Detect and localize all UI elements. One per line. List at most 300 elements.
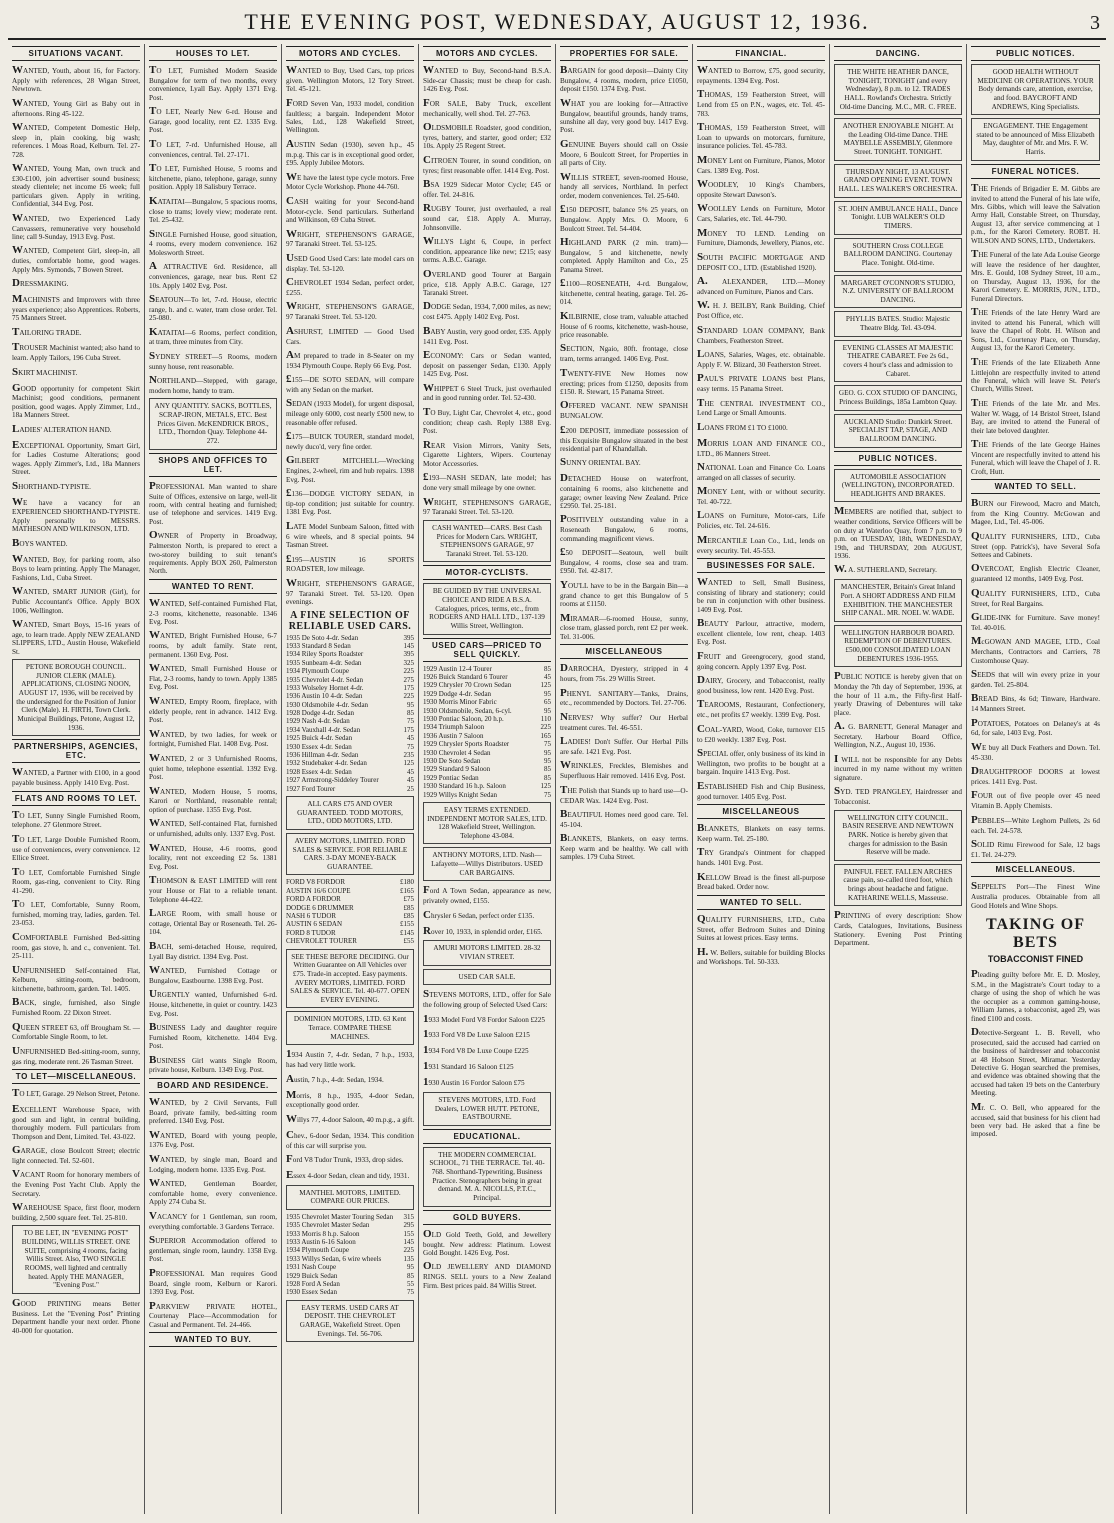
section-heading: FUNERAL NOTICES. bbox=[971, 164, 1100, 179]
classified-ad: MONEY Lent on Furniture, Pianos, Motor Cars. 1389 Evg. Post. bbox=[697, 153, 825, 175]
classified-ad: Chev., 6-door Sedan, 1934. This condition of this car will surprise you. bbox=[286, 1128, 414, 1150]
price-list-price: 45 bbox=[407, 767, 414, 776]
classified-ad: WANTED, Young Man, own truck and £30-£100, join advertiser sound business; steady clientele; net income £6 week; full particulars given. Apply in writing, Confidential, 344 Evg. Post. bbox=[12, 162, 140, 209]
section-heading: MOTOR-CYCLISTS. bbox=[423, 565, 551, 580]
classified-ad: UNFURNISHED Self-contained Flat, Kelburn, sitting-room, bedroom, kitchenette, bathroom, garden. Tel. 1405. bbox=[12, 963, 140, 993]
display-advertisement: BE GUIDED BY THE UNIVERSAL CHOICE AND RIDE A B.S.A. Catalogues, prices, terms, etc., from RODGERS AND HALL LTD., 137-139 Willis Street, Wellington. bbox=[423, 583, 551, 634]
price-list-item: 1930 Essex 4-dr. Sedan bbox=[286, 742, 352, 751]
classified-ad: DARROCHA, Dyestery, stripped in 4 hours, from 75s. 29 Willis Street. bbox=[560, 662, 688, 684]
section-heading: DANCING. bbox=[834, 46, 962, 61]
display-advertisement: ANY QUANTITY. SACKS, BOTTLES, SCRAP-IRON, METALS, ETC. Best Prices Given. McKENDRICK BROS., LTD., Thorndon Quay. Telephone 44-272. bbox=[149, 398, 277, 449]
price-list-item: 1933 Wolseley Hornet 4-dr. bbox=[286, 683, 364, 692]
classified-ad: TEAROOMS, Restaurant, Confectionery, etc., net profits £7 weekly. 1399 Evg. Post. bbox=[697, 698, 825, 720]
classified-ad: WE have a vacancy for an EXPERIENCED SHORTHAND-TYPISTE. Apply personally to MESSRS. MATHESON AND WILKINSON, LTD. bbox=[12, 495, 140, 534]
price-list bbox=[286, 878, 414, 945]
price-list-row bbox=[423, 782, 551, 790]
classified-ad: WHIPPET 6 Steel Truck, just overhauled and in good running order. Tel. 52-430. bbox=[423, 381, 551, 403]
price-list-item: 1935 Chevrolet Master Touring Sedan bbox=[286, 1212, 394, 1221]
classified-ad: GOOD PRINTING means Better Business. Let the "Evening Post" Printing Department handle your next order. Phone 40-000 for quotation. bbox=[12, 1296, 140, 1335]
price-list-row bbox=[423, 732, 551, 740]
price-list-price: 75 bbox=[407, 717, 414, 726]
classified-ad: PAUL'S PRIVATE LOANS best Plans, easy terms. 15 Panama Street. bbox=[697, 372, 825, 394]
price-list-row bbox=[286, 1246, 414, 1254]
price-list-row bbox=[286, 751, 414, 759]
price-list-row bbox=[286, 634, 414, 642]
classified-ad: WANTED to Sell, Small Business, consisting of library and stationery; could be run in conjunction with other business. 1409 Evg. Post. bbox=[697, 576, 825, 614]
section-heading: MOTORS AND CYCLES. bbox=[286, 46, 414, 61]
classified-ad: BEAUTY Parlour, attractive, modern, excellent clientele, low rent, cheap. 1403 Evg. Post. bbox=[697, 617, 825, 647]
price-list-price: 315 bbox=[403, 1212, 414, 1221]
price-list-row bbox=[423, 791, 551, 799]
classified-ad: TROUSER Machinist wanted; also hand to learn. Apply Tailors, 196 Cuba Street. bbox=[12, 341, 140, 363]
classified-ad: WOODLEY, 10 King's Chambers, opposite Stewart Dawson's. bbox=[697, 177, 825, 199]
price-list-row bbox=[286, 785, 414, 793]
classified-ad: LOANS on Furniture, Motor-cars, Life Policies, etc. Tel. 24-616. bbox=[697, 509, 825, 531]
classified-ad: TO LET, Comfortable, Sunny Room, furnished, morning tray, ladies, garden. Tel. 23-053. bbox=[12, 898, 140, 928]
price-list-item: 1934 Plymouth Coupe bbox=[286, 667, 350, 676]
classified-ad: LARGE Room, with small house or cottage, Oriental Bay or Roseneath. Tel. 26-104. bbox=[149, 906, 277, 937]
classified-ad: WANTED, two Experienced Lady Canvassers, remunerative very household line; call 9-Sunday, 1913 Evg. Post. bbox=[12, 211, 140, 241]
classified-ad: SKIRT MACHINIST. bbox=[12, 365, 78, 378]
price-list-row bbox=[286, 768, 414, 776]
classified-ad: £193—NASH SEDAN, late model; has done very small mileage by one owner. bbox=[423, 471, 551, 493]
display-advertisement: USED CAR SALE. bbox=[423, 969, 551, 986]
price-list-price: 65 bbox=[544, 698, 551, 707]
page-number: 3 bbox=[1090, 12, 1100, 34]
price-list-row bbox=[423, 723, 551, 731]
classified-ad: 1934 Austin 7, 4-dr. Sedan, 7 h.p., 1933, has had very little work. bbox=[286, 1048, 414, 1070]
classified-ad: SUNNY ORIENTAL BAY. bbox=[560, 456, 641, 469]
price-list-item: 1927 Ford Tourer bbox=[286, 784, 336, 793]
classified-ad: WANTED, a Partner with £100, in a good payable business. Apply 1410 Evg. Post. bbox=[12, 766, 140, 788]
display-advertisement: EASY TERMS. USED CARS AT DEPOSIT. THE CHEVROLET GARAGE, Wakefield Street. Open Evenings. Tel. 56-706. bbox=[286, 1300, 414, 1343]
classified-ad: MONEY TO LEND. Lending on Furniture, Diamonds, Jewellery, Pianos, etc. bbox=[697, 226, 825, 248]
masthead-title: THE EVENING POST, WEDNESDAY, AUGUST 12, 1936. bbox=[244, 9, 870, 34]
display-advertisement: ANTHONY MOTORS, LTD. Nash—Lafayette—Willys Distributors. USED CAR BARGAINS. bbox=[423, 847, 551, 881]
classified-ad: DAIRY, Grocery, and Tobacconist, really good business, low rent. 1420 Evg. Post. bbox=[697, 674, 825, 696]
price-list-price: 95 bbox=[407, 700, 414, 709]
price-list-price: 145 bbox=[403, 641, 414, 650]
price-list-row bbox=[423, 690, 551, 698]
price-list-item: FORD A FORDOR bbox=[286, 895, 341, 904]
classified-ad: SOLID Rimu Firewood for Sale, 12 bags £1. Tel. 24-279. bbox=[971, 837, 1100, 859]
price-list-price: 395 bbox=[403, 650, 414, 659]
classified-ad: WANTED, Board with young people, 1376 Evg. Post. bbox=[149, 1128, 277, 1150]
classified-ad: THE Friends of Brigadier E. M. Gibbs are invited to attend the Funeral of his late wife, Mrs. Gibbs, which will leave the Salvation Army Hall, Constable Street, on Thursday, August 13, after service commencing at 1 p.m., for the Karori Cemetery. ROBT. H. WILSON AND SONS, LTD., Undertakers. bbox=[971, 181, 1100, 245]
classified-ad: GARAGE, close Boulcott Street; electric light connected. Tel. 52-601. bbox=[12, 1144, 140, 1165]
price-list-item: 1929 Dodge 4-dr. Sedan bbox=[423, 689, 492, 698]
classified-ad: EXCELLENT Warehouse Space, with good sun and light, in central building, thoroughly modern. Full particulars from Thompson and Dent, Limited. Tel. 43-022. bbox=[12, 1103, 140, 1141]
display-advertisement: AVERY MOTORS, LIMITED. FORD SALES & SERVICE. FOR RELIABLE CARS. 3-DAY MONEY-BACK GUARANTEE. bbox=[286, 833, 414, 876]
price-list-price: 25 bbox=[407, 784, 414, 793]
price-list-price: 55 bbox=[407, 1280, 414, 1289]
classified-ad: NERVES? Why suffer? Our Herbal treatment cures. Tel. 46-551. bbox=[560, 710, 688, 732]
classified-ad: MIRAMAR—6-roomed House, sunny, close tram, glassed porch, rent £2 per week. Tel. 31-006. bbox=[560, 611, 688, 641]
classified-ad: SHORTHAND-TYPISTE. bbox=[12, 479, 91, 492]
price-list-row bbox=[286, 920, 414, 928]
classified-ad: SECTION, Ngaio, 80ft. frontage, close tram, terms arranged. 1406 Evg. Post. bbox=[560, 342, 688, 364]
price-list-row bbox=[286, 734, 414, 742]
price-list-price: 75 bbox=[544, 740, 551, 749]
section-heading: MISCELLANEOUS. bbox=[971, 862, 1100, 877]
price-list-item: 1929 Willys Knight Sedan bbox=[423, 790, 498, 799]
price-list-price: 75 bbox=[544, 790, 551, 799]
price-list-row bbox=[423, 749, 551, 757]
classified-ad: OLD JEWELLERY AND DIAMOND RINGS. SELL yours to a New Zealand Firm. Best prices paid. 84 Willis Street. bbox=[423, 1260, 551, 1290]
price-list-item: 1934 Plymouth Coupe bbox=[286, 1246, 350, 1255]
news-paragraph: Detective-Sergeant L. B. Revell, who prosecuted, said the accused had carried on the business of hairdresser and tobacconist at 48 Hobson Street, Miramar. Yesterday Detective G. Hogan searched the premises, and evidence was obtained showing that the accused had taken 19 bets on the Canterbury Meeting. bbox=[971, 1025, 1100, 1098]
display-advertisement: AMURI MOTORS LIMITED. 28-32 VIVIAN STREET. bbox=[423, 940, 551, 965]
price-list-item: 1933 Austin 6-16 Saloon bbox=[286, 1238, 356, 1247]
price-list-price: £155 bbox=[400, 920, 414, 929]
classified-ad: WANTED, Young Girl as Baby out in afternoons. Ring 45-122. bbox=[12, 96, 140, 118]
price-list-price: 85 bbox=[407, 709, 414, 718]
classified-ad: QUALITY FURNISHERS, LTD., Cuba Street, offer Bedroom Suites and Dining Suites at lowest prices. Easy terms. bbox=[697, 912, 825, 943]
classified-ad: £175—BUICK TOURER, standard model, newly duco'd, very fine order. bbox=[286, 430, 414, 452]
price-list-price: £85 bbox=[403, 912, 414, 921]
classified-ad: WANTED, Empty Room, fireplace, with elderly people, rent in advance. 1412 Evg. Post. bbox=[149, 694, 277, 725]
section-heading: FLATS AND ROOMS TO LET. bbox=[12, 791, 140, 806]
section-heading: GOLD BUYERS. bbox=[423, 1210, 551, 1225]
classified-ad: Austin, 7 h.p., 4-dr. Sedan, 1934. bbox=[286, 1072, 384, 1085]
classified-ad: BACK, single, furnished, also Single Furnished Room. 22 Dixon Street. bbox=[12, 996, 140, 1018]
classified-ad: QUALITY FURNISHERS, LTD., Cuba Street, for Real Bargains. bbox=[971, 586, 1100, 608]
classified-ad: Essex 4-door Sedan, clean and tidy, 1931. bbox=[286, 1168, 410, 1181]
price-list-row bbox=[423, 698, 551, 706]
price-list-item: 1928 Dodge 4-dr. Sedan bbox=[286, 709, 355, 718]
price-list-item: 1929 Austin 12-4 Tourer bbox=[423, 664, 492, 673]
price-list-price: 85 bbox=[544, 773, 551, 782]
price-list-row bbox=[286, 1221, 414, 1229]
classified-ad: STANDARD LOAN COMPANY, Bank Chambers, Featherston Street. bbox=[697, 323, 825, 345]
classified-ad: LOANS FROM £1 TO £1000. bbox=[697, 420, 788, 433]
price-list-item: 1927 Armstrong-Siddeley Tourer bbox=[286, 776, 379, 785]
classified-ad: HIGHLAND PARK (2 min. tram)—Bungalow, 5 and kitchenette, newly completed. Apply Hamilton and Co., 25 Panama Street. bbox=[560, 235, 688, 274]
classified-ad: £150 DEPOSIT, balance 5% 25 years, on Bungalow. Apply Mrs. O. Moore, 6 Boulcott Street. Tel. 54-404. bbox=[560, 203, 688, 233]
display-advertisement: THURSDAY NIGHT, 13 AUGUST. GRAND OPENING EVENT. TOWN HALL. LES WALKER'S ORCHESTRA. bbox=[834, 164, 962, 198]
classified-ad: WANTED, Furnished Cottage or Bungalow, Eastbourne. 1398 Evg. Post. bbox=[149, 963, 277, 985]
classified-ad: WANTED to Buy, Used Cars, top prices given. Wellington Motors, 12 Tory Street. Tel. 45-121. bbox=[286, 64, 414, 94]
classified-ad: SINGLE Furnished House, good situation, 4 rooms, every modern convenience. 162 Molesworth Street. bbox=[149, 227, 277, 257]
price-list-row bbox=[286, 1238, 414, 1246]
classified-ad: WANTED, House, 4-6 rooms, good locality, rent not exceeding £2 5s. 1381 Evg. Post. bbox=[149, 841, 277, 871]
price-list-price: 135 bbox=[403, 1254, 414, 1263]
classified-ad: QUALITY FURNISHERS, LTD., Cuba Street (opp. Patrick's), have Several Sofa Settees and Cabinets. bbox=[971, 529, 1100, 560]
news-paragraph: Pleading guilty before Mr. E. D. Mosley, S.M., in the Magistrate's Court today to a charge of using the shop of which he was the occupier as a common gaming-house, William James, a tobacconist, aged 29, was fined £100 and costs. bbox=[971, 967, 1100, 1023]
classified-ad: LADIES! Don't Suffer. Our Herbal Pills are safe. 1421 Evg. Post. bbox=[560, 735, 688, 756]
classified-ad: Rover 10, 1933, in splendid order, £165. bbox=[423, 924, 543, 937]
display-advertisement: SOUTHERN Cross COLLEGE BALLROOM DANCING. Courtenay Place. Tonight. Old-time. bbox=[834, 238, 962, 272]
classified-ad: GENUINE Buyers should call on Ossie Moore, 6 Boulcott Street, for Properties in all parts of City. bbox=[560, 137, 688, 168]
price-list-price: 95 bbox=[407, 1263, 414, 1272]
classified-ad: TO LET, Nearly New 6-rd. House and Garage, good locality, rent £2. 1335 Evg. Post. bbox=[149, 105, 277, 135]
classified-ad: £136—DODGE VICTORY SEDAN, in tip-top condition; just suitable for country. 1381 Evg. Post. bbox=[286, 487, 414, 517]
classified-ad: PEBBLES—White Leghorn Pullets, 2s 6d each. Tel. 24-578. bbox=[971, 813, 1100, 835]
price-list-price: 295 bbox=[403, 1221, 414, 1230]
classified-ad: 1930 Austin 16 Fordor Saloon £75 bbox=[423, 1076, 525, 1089]
column-properties-for-sale bbox=[556, 44, 693, 1514]
classified-ad: ESTABLISHED Fish and Chip Business, good turnover. 1405 Evg. Post. bbox=[697, 779, 825, 801]
price-list-item: 1925 Buick 4-dr. Sedan bbox=[286, 734, 353, 743]
price-list-price: £165 bbox=[400, 886, 414, 895]
classified-ad: THE Friends of the late Elizabeth Anne Littlejohn are respectfully invited to attend the Funeral, which will leave St. Peter's Church, Willis Street. bbox=[971, 355, 1100, 394]
price-list-item: AUSTIN 6 SEDAN bbox=[286, 920, 342, 929]
classified-ad: WRIGHT, STEPHENSON'S GARAGE, 97 Taranaki Street. Tel. 53-120. bbox=[423, 495, 551, 517]
classified-ad: PUBLIC NOTICE is hereby given that on Monday the 7th day of September, 1936, at the hour of 11 a.m., the Fifty-first Half-yearly Drawing of Debentures will take place. bbox=[834, 670, 962, 717]
classified-ad: 1933 Ford V8 De Luxe Saloon £215 bbox=[423, 1028, 530, 1041]
price-list-item: 1933 Willys Sedan, 6 wire wheels bbox=[286, 1254, 382, 1263]
classified-ad: WRIGHT, STEPHENSON'S GARAGE, 97 Taranaki Street. Tel. 53-120. bbox=[286, 300, 414, 322]
price-list-row bbox=[286, 1288, 414, 1296]
classified-ad: PARKVIEW PRIVATE HOTEL, Courtenay Place—Accommodation for Casual and Permanent. Tel. 24-466. bbox=[149, 1299, 277, 1329]
news-subheading: TOBACCONIST FINED bbox=[987, 953, 1084, 964]
price-list-price: 155 bbox=[403, 1229, 414, 1238]
classified-ad: UNFURNISHED Bed-sitting-room, sunny, gas ring, moderate rent. 26 Tasman Street. bbox=[12, 1044, 140, 1066]
classified-ad: BOYS WANTED. bbox=[12, 536, 68, 549]
classified-ad: THOMAS, 159 Featherston Street, will Loan to upwards on motorcars, furniture, insurance policies. Tel. 45-783. bbox=[697, 120, 825, 151]
price-list-row bbox=[286, 895, 414, 903]
classified-ad: I WILL not be responsible for any Debts incurred in my name without my written signature. bbox=[834, 752, 962, 782]
section-heading: TO LET—MISCELLANEOUS. bbox=[12, 1069, 140, 1084]
classified-ad: THE Friends of the late Mr. and Mrs. Walter W. Wagg, of 14 Bristol Street, Island Bay, are invited to attend the Funeral of their late beloved daughter. bbox=[971, 396, 1100, 435]
price-list-price: 45 bbox=[407, 734, 414, 743]
classified-ad: THOMAS, 159 Featherston Street, will Lend from £5 on P.N., wages, etc. Tel. 45-783. bbox=[697, 88, 825, 118]
classified-ad: Ford V8 Tudor Trunk, 1933, drop sides. bbox=[286, 1152, 404, 1165]
classified-ad: OVERLAND good Tourer at Bargain price, £18. Apply A.B.C. Garage, 127 Taranaki Street. bbox=[423, 267, 551, 297]
classified-ad: BACH, semi-detached House, required, Lyall Bay district. 1394 Evg. Post. bbox=[149, 939, 277, 961]
price-list-price: £75 bbox=[403, 895, 414, 904]
price-list-row bbox=[286, 1263, 414, 1271]
price-list-row bbox=[286, 709, 414, 717]
classified-ad: WANTED, Boy, for parking room, also Boys to learn printing. Apply The Manager, Fashions, Ltd., Cuba Street. bbox=[12, 552, 140, 582]
classified-ad: MORRIS LOAN AND FINANCE CO., LTD., 86 Manners Street. bbox=[697, 436, 825, 458]
price-list-price: 145 bbox=[403, 1238, 414, 1247]
price-list-price: 175 bbox=[403, 725, 414, 734]
price-list-row bbox=[286, 912, 414, 920]
section-heading: BUSINESSES FOR SALE. bbox=[697, 558, 825, 573]
classified-ad: WANTED, Self-contained Furnished Flat, 2-3 rooms, kitchenette, reasonable. 1346 Evg. Post. bbox=[149, 596, 277, 627]
price-list-item: 1936 Austin 10 4-dr. Sedan bbox=[286, 692, 363, 701]
price-list-row bbox=[286, 717, 414, 725]
classified-ad: SOUTH PACIFIC MORTGAGE AND DEPOSIT CO., LTD. (Established 1920). bbox=[697, 250, 825, 272]
price-list-price: 85 bbox=[407, 1271, 414, 1280]
price-list-row bbox=[286, 726, 414, 734]
section-heading: HOUSES TO LET. bbox=[149, 46, 277, 61]
price-list-item: 1930 Standard 16 h.p. Saloon bbox=[423, 782, 506, 791]
classified-ad: TO LET, Comfortable Furnished Single Room, gas-ring, convenient to City. Ring 41-290. bbox=[12, 865, 140, 895]
classified-ad: WILLIS STREET, seven-roomed House, handy all services, Northland. In perfect order, modern conveniences. Tel. 25-640. bbox=[560, 170, 688, 200]
display-advertisement: STEVENS MOTORS, LTD. Ford Dealers, LOWER HUTT. PETONE, EASTBOURNE. bbox=[423, 1092, 551, 1126]
price-list-item: CHEVROLET TOURER bbox=[286, 937, 357, 946]
classified-ad: WRINKLES, Freckles, Blemishes and Superfluous Hair removed. 1416 Evg. Post. bbox=[560, 759, 688, 781]
classified-ad: Willys 77, 4-door Saloon, 40 m.p.g., a gift. bbox=[286, 1112, 414, 1125]
price-list-row bbox=[286, 701, 414, 709]
classified-ad: 1934 Ford V8 De Luxe Coupe £225 bbox=[423, 1044, 529, 1057]
section-heading: WANTED TO BUY. bbox=[149, 1332, 277, 1347]
classified-ad: WANTED, by 2 Civil Servants, Full Board, private family, bed-sitting room preferred. 1340 Evg. Post. bbox=[149, 1095, 277, 1126]
price-list-price: 225 bbox=[403, 1246, 414, 1255]
classified-ad: A ATTRACTIVE 6rd. Residence, all conveniences, garage, near bus. Rent £2 10s. Apply 1402 Evg. Post. bbox=[149, 260, 277, 290]
classified-ad: COAL-YARD, Wood, Coke, turnover £15 to £20 weekly. 1387 Evg. Post. bbox=[697, 722, 825, 744]
classified-ad: PROFESSIONAL Man wanted to share Suite of Offices, extensive on large, well-lit room, with central heating and furnished; use of telephone and services. 1419 Evg. Post. bbox=[149, 479, 277, 526]
classified-ad: BSA 1929 Sidecar Motor Cycle; £45 or offer. Tel. 24-816. bbox=[423, 177, 551, 199]
classified-ad: STEVENS MOTORS, LTD., offer for Sale the following group of Selected Used Cars: bbox=[423, 988, 551, 1010]
price-list-row bbox=[286, 692, 414, 700]
display-advertisement: ANOTHER ENJOYABLE NIGHT. At the Leading Old-time Dance. THE MAYBELLE ASSEMBLY, Glenmore Street. TONIGHT. TONIGHT. bbox=[834, 118, 962, 161]
price-list-price: £55 bbox=[403, 937, 414, 946]
display-advertisement: MANTHEL MOTORS, LIMITED. COMPARE OUR PRICES. bbox=[286, 1185, 414, 1210]
display-advertisement: PHYLLIS BATES. Studio: Majestic Theatre Bldg. Tel. 43-094. bbox=[834, 311, 962, 336]
classified-ad: WANTED, SMART JUNIOR (Girl), for Public Accountant's Office. Apply BOX 1006, Wellington. bbox=[12, 585, 140, 615]
price-list-row bbox=[286, 904, 414, 912]
classified-ad: KATAITAI—6 Rooms, perfect condition, at tram, three minutes from City. bbox=[149, 325, 277, 347]
section-heading: WANTED TO SELL. bbox=[971, 479, 1100, 494]
column-motors-and-cycles bbox=[282, 44, 419, 1514]
classified-ad: PRINTING of every description: Show Cards, Catalogues, Invitations, Business Stationery. Evening Post Printing Department. bbox=[834, 909, 962, 948]
section-heading: SHOPS AND OFFICES TO LET. bbox=[149, 453, 277, 477]
classified-ad: WE buy all Duck Feathers and Down. Tel. 45-330. bbox=[971, 740, 1100, 762]
price-list-row bbox=[286, 684, 414, 692]
price-list-price: 175 bbox=[403, 683, 414, 692]
price-list-row bbox=[286, 759, 414, 767]
classified-ad: PHENYL SANITARY—Tanks, Drains, etc., recommended by Doctors. Tel. 27-706. bbox=[560, 686, 688, 708]
classified-ad: BUSINESS Lady and daughter require Furnished Room, kitchenette. 1404 Evg. Post. bbox=[149, 1020, 277, 1051]
price-list-row bbox=[423, 665, 551, 673]
classified-ad: SEEDS that will win every prize in your garden. Tel. 25-804. bbox=[971, 668, 1100, 689]
classified-ad: KILBIRNIE, close tram, valuable attached House of 6 rooms, kitchenette, wash-house, price reasonable. bbox=[560, 309, 688, 340]
section-heading: BOARD AND RESIDENCE. bbox=[149, 1078, 277, 1093]
classified-ad: £195—AUSTIN 16 SPORTS ROADSTER, low mileage. bbox=[286, 552, 414, 574]
display-advertisement: ALL CARS £75 AND OVER GUARANTEED. TODD MOTORS, LTD., ODD MOTORS, LTD. bbox=[286, 796, 414, 830]
classified-ad: FORD Seven Van, 1933 model, condition faultless; a bargain. Independent Motor Sales, Ltd., 128 Wakefield Street, Wellington. bbox=[286, 96, 414, 135]
column-dancing-public-notices bbox=[830, 44, 967, 1514]
classified-ad: AUSTIN Sedan (1930), seven h.p., 45 m.p.g. This car is in exceptional good order, £95. Apply Jubilee Motors. bbox=[286, 137, 414, 168]
classified-ad: KELLOW Bread is the finest all-purpose Bread baked. Order now. bbox=[697, 870, 825, 892]
classified-ad: W. A. SUTHERLAND, Secretary. bbox=[834, 563, 937, 576]
classified-ad: McGOWAN AND MAGEE, LTD., Coal Merchants, Contractors and Carriers, 78 Customhouse Quay. bbox=[971, 635, 1100, 665]
classified-ad: WANTED, by two ladies, for week or fortnight, Furnished Flat. 1408 Evg. Post. bbox=[149, 727, 277, 749]
price-list-item: 1926 Buick Standard 6 Tourer bbox=[423, 673, 508, 682]
classified-ad: TAILORING TRADE. bbox=[12, 325, 82, 338]
section-heading: MISCELLANEOUS bbox=[697, 804, 825, 819]
classified-ad: BEAUTIFUL Homes need good care. Tel. 45-104. bbox=[560, 807, 688, 829]
display-advertisement: CASH WANTED—CARS. Best Cash Prices for Modern Cars. WRIGHT, STEPHENSON'S GARAGE, 97 Taranaki Street. Tel. 53-120. bbox=[423, 520, 551, 563]
price-list-row bbox=[286, 887, 414, 895]
classified-ad: TO LET, Large Double Furnished Room, use of conveniences, every convenience. 12 Ellice Street. bbox=[12, 832, 140, 863]
classified-ad: DETACHED House on waterfront, containing 6 rooms, also kitchenette and garage; owner leaving New Zealand. Price £2950. Tel. 25-181. bbox=[560, 472, 688, 510]
classified-ad: WANTED, Competent Domestic Help, sleep in, plain cooking, big wash; references. 1 Moas Road, Kelburn. Tel. 27-728. bbox=[12, 120, 140, 159]
price-list-price: 75 bbox=[407, 1288, 414, 1297]
price-list-item: 1929 Chrysler Sports Roadster bbox=[423, 740, 510, 749]
classified-ad: MACHINISTS and Improvers with three years experience; also Apprentices. Roberts, 75 Manners Street. bbox=[12, 292, 140, 323]
classified-ad: H. W. Bellers, suitable for building Blocks and Workshops. Tel. 50-333. bbox=[697, 945, 825, 967]
list-title: A FINE SELECTION OF RELIABLE USED CARS. bbox=[288, 609, 412, 632]
price-list-item: 1929 Buick Sedan bbox=[286, 1271, 338, 1280]
classified-ad: MERCANTILE Loan Co., Ltd., lends on every security. Tel. 45-553. bbox=[697, 533, 825, 555]
classified-ad: BURN our Firewood, Macro and Match, from the King Country. McGowan and Magee, Ltd., Tel. 45-006. bbox=[971, 497, 1100, 527]
classified-ad: FOR SALE, Baby Truck, excellent mechanically, well shod. Tel. 27-763. bbox=[423, 96, 551, 118]
price-list-item: 1931 Nash Coupe bbox=[286, 1263, 337, 1272]
price-list-price: £145 bbox=[400, 928, 414, 937]
classified-ad: WANTED, Gentleman Boarder, comfortable home, every convenience. Apply 274 Cuba St. bbox=[149, 1177, 277, 1207]
classified-ad: DRESSMAKING. bbox=[12, 277, 69, 290]
price-list-row bbox=[286, 659, 414, 667]
price-list-item: 1935 Sunbeam 4-dr. Sedan bbox=[286, 658, 362, 667]
price-list-item: 1934 Vauxhall 4-dr. Sedan bbox=[286, 725, 361, 734]
price-list-price: 125 bbox=[403, 759, 414, 768]
display-advertisement: DOMINION MOTORS, LTD. 63 Kent Terrace. COMPARE THESE MACHINES. bbox=[286, 1011, 414, 1045]
price-list-item: 1930 Chevrolet 4 Sedan bbox=[423, 748, 491, 757]
classified-ad: SYD. TED PRANGLEY, Hairdresser and Tobacconist. bbox=[834, 785, 962, 807]
classified-ad: DODGE Sedan, 1934, 7,000 miles, as new; cost £475. Apply 1402 Evg. Post. bbox=[423, 300, 551, 322]
display-advertisement: THE WHITE HEATHER DANCE, TONIGHT, TONIGHT (and every Wednesday), 8 p.m. to 12. TRADES HALL. Rowland's Orchestra. Strictly Old-time Dancing. M.C., MR. C. FREE. bbox=[834, 64, 962, 115]
classified-ad: 1933 Model Ford V8 Fordor Saloon £225 bbox=[423, 1012, 545, 1025]
price-list-price: 110 bbox=[540, 714, 551, 723]
classified-ad: SYDNEY STREET—5 Rooms, modern sunny house, rent reasonable. bbox=[149, 349, 277, 371]
classified-ad: LOANS, Salaries, Wages, etc. obtainable. Apply F. W. Blizard, 30 Featherston Street. bbox=[697, 347, 825, 369]
price-list-price: 125 bbox=[540, 782, 551, 791]
classified-ad: CITROEN Tourer, in sound condition, on tyres; first reasonable offer. 1414 Evg. Post. bbox=[423, 153, 551, 175]
classified-ad: BARGAIN for good deposit—Dainty City Bungalow, 4 rooms, modern, price £1050, deposit £150. 1374 Evg. Post. bbox=[560, 64, 688, 94]
classified-ad: WANTED, by single man, Board and Lodging, modern home. 1335 Evg. Post. bbox=[149, 1152, 277, 1174]
classified-ad: SEDAN (1933 Model), for urgent disposal, mileage only 6000, cost nearly £500 new, to reasonable offer refused. bbox=[286, 397, 414, 427]
price-list-item: 1929 Pontiac Sedan bbox=[423, 773, 479, 782]
price-list-item: 1929 Nash 4-dr. Sedan bbox=[286, 717, 350, 726]
section-heading: PUBLIC NOTICES. bbox=[971, 46, 1100, 61]
classified-ad: DRAUGHTPROOF DOORS at lowest prices. 1411 Evg. Post. bbox=[971, 765, 1100, 786]
price-list-item: 1929 Standard 9 Saloon bbox=[423, 765, 491, 774]
classified-ad: NORTHLAND—Stepped, with garage, modern home, handy to tram. bbox=[149, 374, 277, 396]
classified-ad: THE Polish that Stands up to hard use—O-CEDAR Wax. 1424 Evg. Post. bbox=[560, 783, 688, 805]
section-heading: PUBLIC NOTICES. bbox=[834, 451, 962, 466]
column-public-notices-news bbox=[967, 44, 1104, 1514]
price-list-row bbox=[286, 1230, 414, 1238]
classified-ad: Morris, 8 h.p., 1935, 4-door Sedan, exceptionally good order. bbox=[286, 1088, 414, 1110]
classified-ad: PROFESSIONAL Man requires Good Board, single room, Kelburn or Karori. 1393 Evg. Post. bbox=[149, 1266, 277, 1297]
price-list-item: 1930 Oldsmobile 4-dr. Sedan bbox=[286, 700, 369, 709]
price-list-item: 1936 Hillman 4-dr. Sedan bbox=[286, 751, 359, 760]
price-list-item: 1933 Morris 8 h.p. Saloon bbox=[286, 1229, 360, 1238]
price-list-price: 325 bbox=[403, 658, 414, 667]
price-list-row bbox=[286, 937, 414, 945]
price-list-item: 1930 Morris Minor Fabric bbox=[423, 698, 497, 707]
price-list bbox=[286, 1213, 414, 1297]
classified-ad: 1931 Standard 16 Saloon £125 bbox=[423, 1060, 514, 1073]
classified-ad: THE Friends of the late George Haines Vincent are respectfully invited to attend his Funeral, which will leave the Chapel of J. R. Croft, Hutt. bbox=[971, 437, 1100, 476]
section-heading: SITUATIONS VACANT. bbox=[12, 46, 140, 61]
classified-ad: RUGBY Tourer, just overhauled, a real sound car, £18. Apply A. Murray, Johnsonville. bbox=[423, 202, 551, 232]
price-list-item: 1935 Chevrolet Master Sedan bbox=[286, 1221, 370, 1230]
price-list-price: 235 bbox=[403, 751, 414, 760]
price-list-row bbox=[286, 1213, 414, 1221]
price-list-item: 1934 Riley Sports Roadster bbox=[286, 650, 364, 659]
classified-ad: BLANKETS, Blankets, on easy terms. Keep warm and be healthy. We call with samples. 179 Cuba Street. bbox=[560, 832, 688, 862]
price-list-item: 1930 Oldsmobile, Sedan, 6-cyl. bbox=[423, 706, 512, 715]
classified-ad: £50 DEPOSIT—Seatoun, well built Bungalow, 4 rooms, close sea and tram. £950. Tel. 42-817. bbox=[560, 546, 688, 576]
classified-ad: WILLYS Light 6, Coupe, in perfect condition, appearance like new; £215; easy terms. A.B.C. Garage. bbox=[423, 234, 551, 265]
classified-ad: WANTED, Youth, about 16, for Factory. Apply with references, 28 Wigan Street, Newtown. bbox=[12, 64, 140, 94]
classified-ad: COMFORTABLE Furnished Bed-sitting room, gas stove, h. and c., convenient. Tel. 25-111. bbox=[12, 930, 140, 961]
price-list-row bbox=[423, 673, 551, 681]
price-list-price: 85 bbox=[544, 664, 551, 673]
classified-ad: POTATOES, Potatoes on Delaney's at 4s 6d, for sale, 1403 Evg. Post. bbox=[971, 716, 1100, 738]
section-heading: PARTNERSHIPS, AGENCIES, ETC. bbox=[12, 739, 140, 763]
classified-ad: W. H. J. BEILBY, Rank Building, Chief Post Office, etc. bbox=[697, 299, 825, 321]
classified-ad: KATAITAI—Bungalow, 5 spacious rooms, close to trams; lovely view; moderate rent. Tel. 25-432. bbox=[149, 194, 277, 225]
display-advertisement: ST. JOHN AMBULANCE HALL, Dance Tonight. LUB WALKER'S OLD TIMERS. bbox=[834, 201, 962, 235]
price-list-item: 1935 Chevrolet 4-dr. Sedan bbox=[286, 675, 363, 684]
classified-ad: WANTED, Small Furnished House or Flat, 2-3 rooms, handy to town. Apply 1385 Evg. Post. bbox=[149, 662, 277, 692]
